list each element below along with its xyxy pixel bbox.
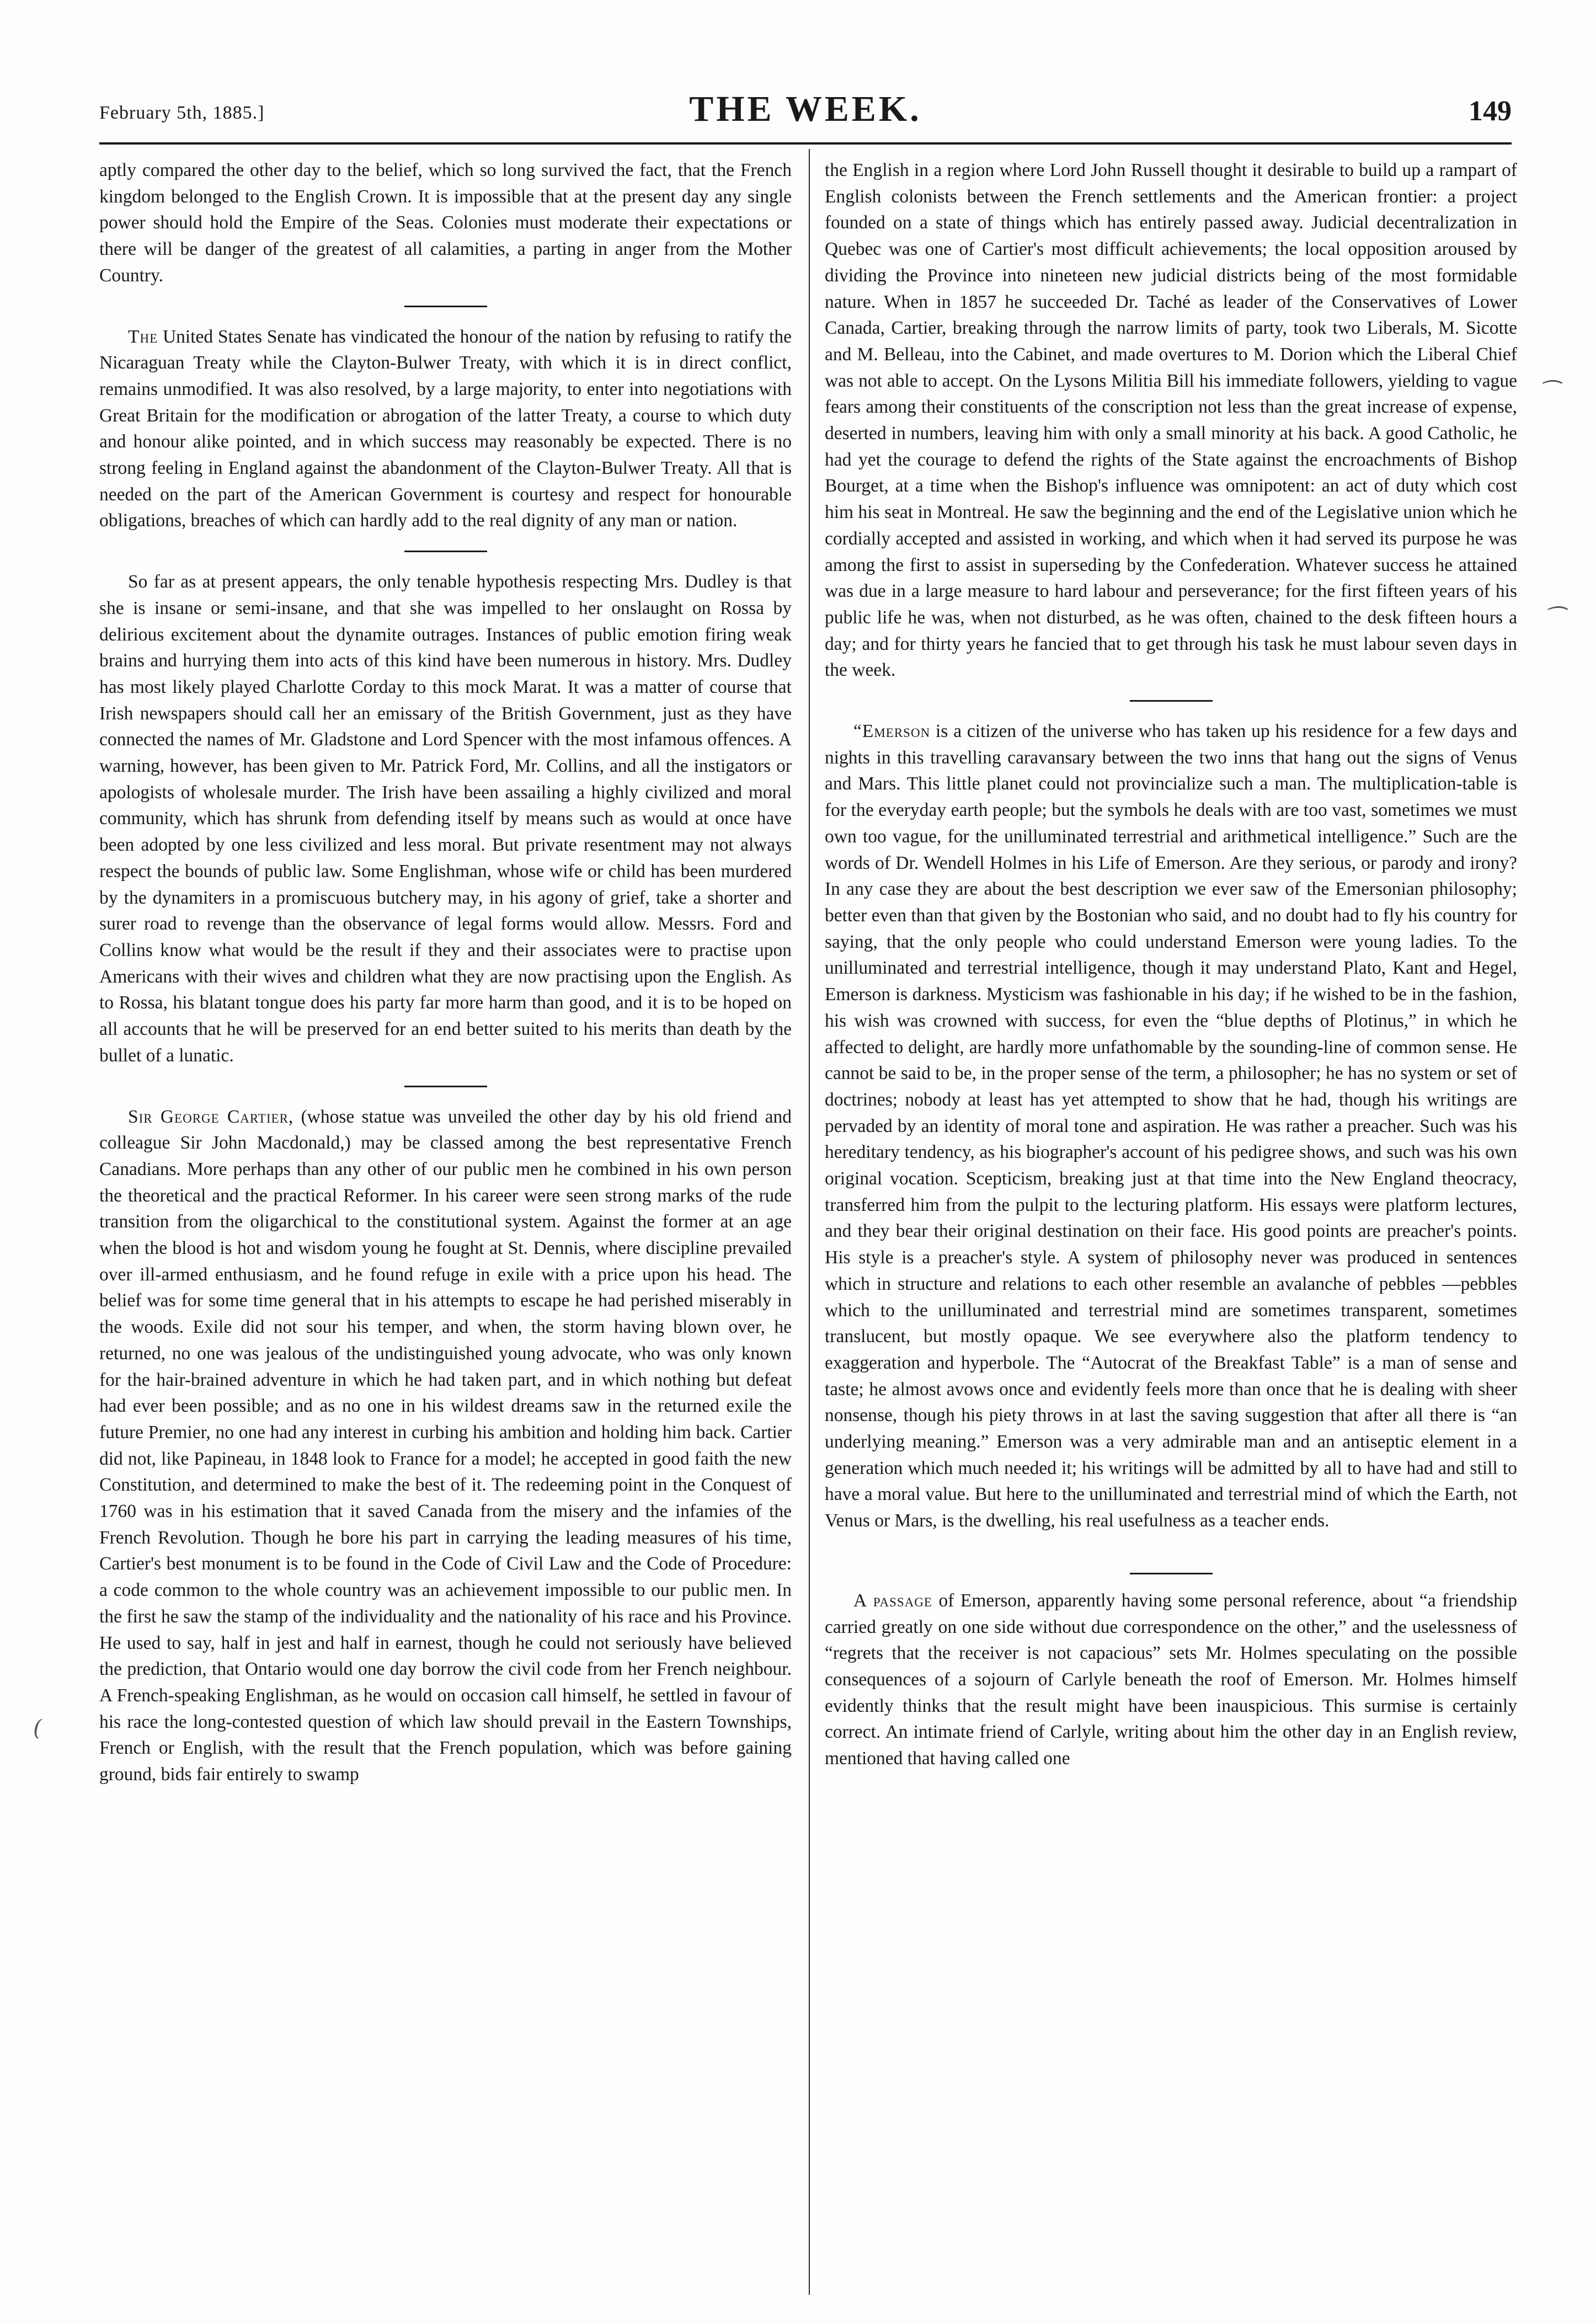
article-cartier-continuation: the English in a region where Lord John Russell thought it desirable to build up a rampart of English colonists between the French settlements and the American frontier: a project founded on a state of things which has entirely passed away. Judicial decentralization in Quebec was one of Cartier's most difficult achievements; the local opposition aroused by dividing the Province into nineteen new judicial districts being of the most formidable nature. When in 1857 he succeeded Dr. Taché as leader of the Conservatives of Lower Canada, Cartier, breaking through the narrow limits of party, took two Liberals, M. Sicotte and M. Belleau, into the Cabinet, and made overtures to M. Dorion which the Liberal Chief was not able to accept. On the Lysons Militia Bill his immediate followers, yielding to vague fears among their constituents of the conscription not less than the great increase of expense, deserted in numbers, leaving him with only a small minority at his back. A good Catholic, he had yet the courage to defend the rights of the State against the encroachments of Bishop Bourget, at a time when the Bishop's influence was omnipotent: an act of duty which cost him his seat in Montreal. He saw the beginning and the end of the Legislative union which he cordially accepted and assisted in working, and which when it had served its purpose he was among the first to assist in superseding by the Confederation. Whatever success he attained was due in a large measure to hard labour and perseverance; for the first fifteen years of his public life he was, when not disturbed, as he was often, chained to the desk fifteen hours a day; and for thirty years he fancied that to get through his task he must labour seven days in the week. <box>825 160 1517 681</box>
article-senate-treaty <box>99 324 792 535</box>
lead-words: The <box>128 326 158 347</box>
article-empire-continuation: aptly compared the other day to the belief, which so long survived the fact, that the French kingdom belonged to the English Crown. It is impossible that at the present day any single power should hold the Empire of the Seas. Colonies must moderate their expectations or there will be danger of the greatest of all calamities, a parting in anger from the Mother Country. <box>99 160 792 286</box>
article-body: is a citizen of the universe who has taken up his residence for a few days and nights in this travelling caravansary between the two inns that hang out the signs of Venus and Mars. This little planet could not provincialize such a man. The multiplication-table is for the everyday earth people; but the symbols he deals with are too vast, sometimes we must own too vague, for the unilluminated terrestrial and arithmetical intelligence.” Such are the words of Dr. Wendell Holmes in his Life of Emerson. Are they serious, or parody and irony? In any case they are about the best description we ever saw of the Emersonian philosophy; better even than that given by the Bostonian who said, and no doubt had to fly his country for saying, that the only people who could understand Emerson were young ladies. To the unilluminated and terrestrial intelligence, though it may understand Plato, Kant and Hegel, Emerson is darkness. Mysticism was fashionable in his day; if he wished to be in the fashion, his wish was crowned with success, for even the “blue depths of Plotinus,” in which he affected to delight, are hardly more unfathomable by the sounding-line of common sense. He cannot be said to be, in the proper sense of the term, a philosopher; he has no system or set of doctrines; nobody at least has yet attempted to show that he had, though his writings are pervaded by an identity of moral tone and aspiration. He was rather a preacher. Such was his hereditary tendency, as his biographer's account of his pedigree shows, and such was his own original vocation. Scepticism, breaking just at that time into the New England theocracy, transferred him from the pulpit to the lecturing platform. His essays were platform lectures, and they bear their original destination on their face. His good points are preacher's points. His style is a preacher's style. A system of philosophy never was produced in sentences which in structure and relations to each other resemble an avalanche of pebbles —pebbles which to the unilluminated and terrestrial mind are sometimes transparent, sometimes translucent, but mostly opaque. We see everywhere also the platform tendency to exaggeration and hyperbole. The “Autocrat of the Breakfast Table” is a man of sense and taste; he almost avows once and evidently feels more than once that he is dealing with sheer nonsense, though his piety throws in at last the saving suggestion that after all there is “an underlying meaning.” Emerson was a very admirable man and an antiseptic element in a generation which much needed it; his writings will be admitted by all to have had and still to have a moral value. But here to the unilluminated and terrestrial mind of which the Earth, not Venus or Mars, is the dwelling, his real usefulness as a teacher ends. <box>825 721 1517 1531</box>
lead-words: “Emerson <box>853 721 931 742</box>
left-column <box>99 157 792 2298</box>
margin-pencil-mark: ⁀ <box>1545 607 1563 632</box>
margin-pencil-mark: ( <box>33 1716 42 1741</box>
page-number: 149 <box>1469 95 1512 127</box>
section-divider <box>1130 1573 1213 1574</box>
header-rule <box>99 142 1512 145</box>
article-cartier <box>99 1104 792 1788</box>
article-body: of Emerson, apparently having some personal reference, about “a friendship carried greatly on one side without due correspondence on the other,” and the uselessness of “regrets that the receiver is not capacious” sets Mr. Holmes speculating on the possible consequences of a sojourn of Carlyle beneath the roof of Emerson. Mr. Holmes himself evidently thinks that the result might have been inauspicious. This surmise is certainly correct. An intimate friend of Carlyle, writing about him the other day in an English review, mentioned that having called one <box>825 1590 1517 1769</box>
issue-date: February 5th, 1885.] <box>99 103 265 123</box>
article-body: (whose statue was unveiled the other day by his old friend and colleague Sir John Macdonald,) may be classed among the best representative French Canadians. More perhaps than any other of our public men he combined in his own person the theoretical and the practical Reformer. In his career were seen strong marks of the rude transition from the oligarchical to the constitutional system. Against the former at an age when the blood is hot and wisdom young he fought at St. Dennis, where discipline prevailed over ill-armed enthusiasm, and he found refuge in exile with a price upon his head. The belief was for some time general that in his attempts to escape he had perished miserably in the woods. Exile did not sour his temper, and when, the storm having blown over, he returned, no one was jealous of the undistinguished young advocate, who was only known for the hair-brained adventure in which he had taken part, and in which nothing but defeat had ever been possible; and as no one in his wildest dreams saw in the returned exile the future Premier, no one had any interest in curbing his ambition and holding him back. Cartier did not, like Papineau, in 1848 look to France for a model; he accepted in good faith the new Constitution, and determined to make the best of it. The redeeming point in the Conquest of 1760 was in his estimation that it saved Canada from the misery and the infamies of the French Revolution. Though he bore his part in carrying the leading measures of his time, Cartier's best monument is to be found in the Code of Civil Law and the Code of Procedure: a code common to the whole country was an achievement impossible to our public men. In the first he saw the stamp of the individuality and the nationality of his race and his Province. He used to say, half in jest and half in earnest, though he could not seriously have believed the prediction, that Ontario would one day borrow the civil code from her French neighbour. A French-speaking Englishman, as he would on occasion call himself, he settled in favour of his race the long-contested question of which law should prevail in the Eastern Townships, French or English, with the result that the French population, which was before gaining ground, bids fair entirely to swamp <box>99 1106 792 1785</box>
section-divider <box>404 306 487 307</box>
section-divider <box>1130 700 1213 702</box>
article-emerson <box>825 718 1517 1534</box>
article-mrs-dudley: So far as at present appears, the only tenable hypothesis respecting Mrs. Dudley is that she is insane or semi-insane, and that she was impelled to her onslaught on Rossa by delirious excitement about the dynamite outrages. Instances of public emotion firing weak brains and hurrying them into acts of this kind have been numerous in history. Mrs. Dudley has most likely played Charlotte Corday to this mock Marat. It was a matter of course that Irish newspapers should call her an emissary of the British Government, just as they have connected the names of Mr. Gladstone and Lord Spencer with the most infamous offences. A warning, however, has been given to Mr. Patrick Ford, Mr. Collins, and all the instigators or apologists of wholesale murder. The Irish have been assailing a highly civilized and moral community, which has shrunk from defending itself by means such as would at once have been adopted by one less civilized and less moral. But private resentment may not always respect the bounds of public law. Some Englishman, whose wife or child has been murdered by the dynamiters in a promiscuous butchery may, in his agony of grief, take a shorter and surer road to revenge than the observance of legal forms would allow. Messrs. Ford and Collins know what would be the result if they and their associates were to practise upon Americans with their wives and children what they are now practising upon the English. As to Rossa, his blatant tongue does his party far more harm than good, and it is to be hoped on all accounts that he will be preserved for an end better suited to his merits than death by the bullet of a lunatic. <box>99 572 792 1066</box>
section-divider <box>404 551 487 552</box>
section-divider <box>404 1086 487 1087</box>
article-emerson-carlyle <box>825 1588 1517 1772</box>
masthead-title: THE WEEK. <box>689 89 922 129</box>
page-header <box>99 83 1512 143</box>
right-column <box>825 157 1517 2298</box>
lead-words: Sir George Cartier, <box>128 1106 294 1127</box>
margin-pencil-mark: ⁀ <box>1539 381 1557 406</box>
column-divider <box>809 149 810 2295</box>
lead-words: A passage <box>853 1590 932 1611</box>
article-body: United States Senate has vindicated the honour of the nation by refusing to ratify the Nicaraguan Treaty while the Clayton-Bulwer Treaty, with which it is in direct conflict, remains unmodified. It was also resolved, by a large majority, to enter into negotiations with Great Britain for the modification or abrogation of the latter Treaty, a course to which duty and honour alike pointed, and in which success may reasonably be expected. There is no strong feeling in England against the abandonment of the Clayton-Bulwer Treaty. All that is needed on the part of the American Government is courtesy and respect for honourable obligations, breaches of which can hardly add to the real dignity of any man or nation. <box>99 326 792 531</box>
